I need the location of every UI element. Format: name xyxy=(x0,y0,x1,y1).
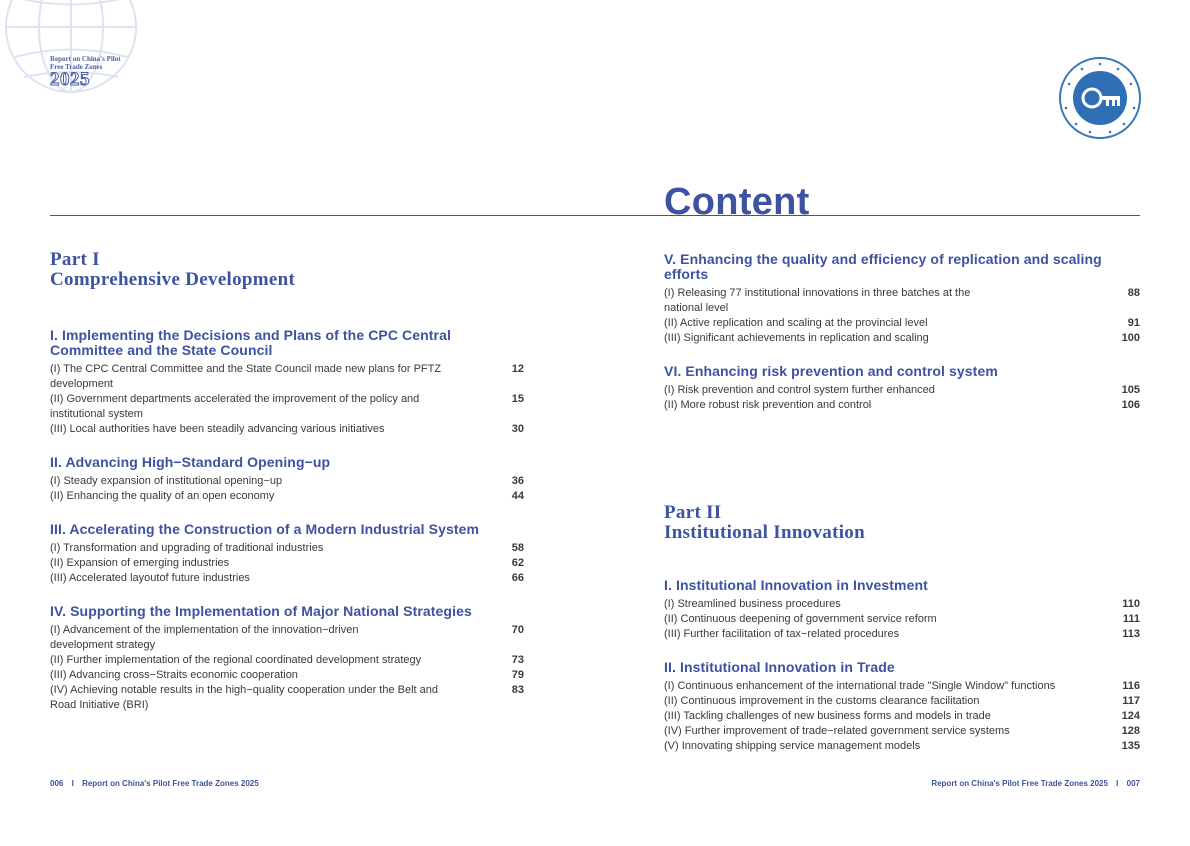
toc-entry[interactable] xyxy=(664,612,1140,627)
entry-page: 124 xyxy=(1121,710,1140,722)
entry-text: (III) Accelerated layoutof future industries xyxy=(50,572,250,584)
right-toc-column xyxy=(664,252,1140,754)
toc-entry[interactable] xyxy=(664,627,1140,642)
toc-entry[interactable] xyxy=(664,383,1140,398)
entry-text: (III) Significant achievements in replication and scaling xyxy=(664,332,929,344)
entry-page: 117 xyxy=(1122,695,1140,707)
entry-text: (I) Steady expansion of institutional opening−up xyxy=(50,475,283,487)
entry-page: 12 xyxy=(511,363,524,375)
entry-page: 58 xyxy=(511,542,524,554)
section-title: IV. Supporting the Implementation of Major National Strategies xyxy=(50,603,472,619)
entry-text: (II) Government departments accelerated the improvement of the policy and institutional system xyxy=(50,393,420,420)
left-toc-column xyxy=(50,250,524,713)
toc-entry[interactable] xyxy=(664,709,1140,724)
entry-page: 91 xyxy=(1127,317,1140,329)
brand-line2: Free Trade Zones xyxy=(50,63,103,71)
part-title: Institutional Innovation xyxy=(664,522,865,543)
toc-entry[interactable] xyxy=(50,489,524,504)
section-title: III. Accelerating the Construction of a Modern Industrial System xyxy=(50,521,480,537)
toc-section xyxy=(50,604,524,713)
entry-text: (II) Expansion of emerging industries xyxy=(50,557,230,569)
toc-entry[interactable] xyxy=(50,362,524,392)
section-title: VI. Enhancing risk prevention and control system xyxy=(664,363,998,379)
entry-page: 128 xyxy=(1121,725,1140,737)
china-think-tanks-seal-icon xyxy=(1058,56,1142,140)
toc-entry[interactable] xyxy=(50,392,524,422)
entry-text: (V) Innovating shipping service management models xyxy=(664,740,921,752)
toc-entry[interactable] xyxy=(50,571,524,586)
footer-separator: I xyxy=(71,779,74,788)
entry-page: 100 xyxy=(1121,332,1140,344)
entry-text: (II) Active replication and scaling at the provincial level xyxy=(664,317,928,329)
toc-entry[interactable] xyxy=(50,668,524,683)
toc-entry[interactable] xyxy=(664,739,1140,754)
toc-entry[interactable] xyxy=(664,694,1140,709)
section-title: V. Enhancing the quality and efficiency of replication and scaling efforts xyxy=(664,251,1102,282)
toc-entry[interactable] xyxy=(664,679,1140,694)
toc-entry[interactable] xyxy=(664,286,1140,316)
entry-text: (I) Continuous enhancement of the international trade "Single Window" functions xyxy=(664,680,1056,692)
toc-entry[interactable] xyxy=(664,724,1140,739)
page-number-right: 007 xyxy=(1126,779,1140,788)
toc-section xyxy=(664,364,1140,413)
toc-entry[interactable] xyxy=(50,541,524,556)
entry-text: (I) Transformation and upgrading of traditional industries xyxy=(50,542,324,554)
entry-page: 106 xyxy=(1121,399,1140,411)
toc-entry[interactable] xyxy=(50,556,524,571)
toc-entry[interactable] xyxy=(664,316,1140,331)
entry-text: (II) Enhancing the quality of an open economy xyxy=(50,490,275,502)
entry-page: 105 xyxy=(1121,384,1140,396)
toc-section xyxy=(664,578,1140,642)
toc-entry[interactable] xyxy=(50,474,524,489)
entry-page: 30 xyxy=(511,423,524,435)
entry-page: 79 xyxy=(511,669,524,681)
toc-entry[interactable] xyxy=(664,331,1140,346)
toc-entry[interactable] xyxy=(664,597,1140,612)
toc-section xyxy=(664,252,1140,346)
brand-year: 2025 xyxy=(50,69,90,90)
entry-page: 135 xyxy=(1121,740,1140,752)
footer-report-name: Report on China's Pilot Free Trade Zones 2025 xyxy=(82,779,259,788)
entry-text: (IV) Further improvement of trade−related government service systems xyxy=(664,725,1010,737)
entry-text: (III) Advancing cross−Straits economic cooperation xyxy=(50,669,298,681)
entry-text: (I) Risk prevention and control system further enhanced xyxy=(664,384,935,396)
toc-entry[interactable] xyxy=(50,623,524,653)
entry-page: 88 xyxy=(1127,287,1140,299)
toc-entry[interactable] xyxy=(50,683,524,713)
toc-entry[interactable] xyxy=(664,398,1140,413)
title-divider xyxy=(50,215,1140,216)
entry-page: 15 xyxy=(511,393,524,405)
entry-page: 36 xyxy=(511,475,524,487)
part-title: Comprehensive Development xyxy=(50,269,296,290)
entry-page: 62 xyxy=(511,557,524,569)
section-title: II. Advancing High−Standard Opening−up xyxy=(50,454,331,470)
entry-text: (IV) Achieving notable results in the high−quality cooperation under the Belt and Road Initiative (BRI) xyxy=(50,684,439,711)
footer-left xyxy=(50,779,259,788)
entry-text: (II) Continuous improvement in the customs clearance facilitation xyxy=(664,695,980,707)
entry-page: 44 xyxy=(511,490,524,502)
entry-text: (II) Continuous deepening of government service reform xyxy=(664,613,937,625)
page-number-left: 006 xyxy=(50,779,64,788)
entry-page: 70 xyxy=(511,624,524,636)
entry-page: 116 xyxy=(1122,680,1140,692)
part-heading xyxy=(664,503,1140,543)
section-title: I. Implementing the Decisions and Plans of the CPC Central Committee and the State Council xyxy=(50,327,451,358)
section-title: II. Institutional Innovation in Trade xyxy=(664,659,895,675)
entry-text: (I) The CPC Central Committee and the State Council made new plans for PFTZ development xyxy=(50,363,442,390)
entry-text: (I) Releasing 77 institutional innovations in three batches at the national level xyxy=(664,287,971,314)
footer-separator: I xyxy=(1116,779,1119,788)
toc-section xyxy=(664,660,1140,754)
part-label: Part I xyxy=(50,249,100,270)
entry-text: (III) Tackling challenges of new business forms and models in trade xyxy=(664,710,991,722)
toc-section xyxy=(50,522,524,586)
entry-text: (I) Streamlined business procedures xyxy=(664,598,841,610)
toc-section xyxy=(50,455,524,504)
page-title: Content xyxy=(664,181,810,223)
entry-text: (I) Advancement of the implementation of the innovation−driven development strategy xyxy=(50,624,359,651)
toc-section xyxy=(50,328,524,437)
entry-page: 113 xyxy=(1122,628,1140,640)
footer-right xyxy=(931,779,1140,788)
section-title: I. Institutional Innovation in Investment xyxy=(664,577,928,593)
entry-page: 110 xyxy=(1122,598,1140,610)
entry-page: 111 xyxy=(1122,613,1140,625)
entry-page: 83 xyxy=(511,684,524,696)
entry-text: (III) Further facilitation of tax−related procedures xyxy=(664,628,900,640)
entry-page: 73 xyxy=(511,654,524,666)
part-label: Part II xyxy=(664,502,722,523)
entry-page: 66 xyxy=(511,572,524,584)
entry-text: (II) Further implementation of the regional coordinated development strategy xyxy=(50,654,422,666)
footer-report-name: Report on China's Pilot Free Trade Zones 2025 xyxy=(931,779,1108,788)
brand-line1: Report on China's Pilot xyxy=(50,55,121,63)
toc-entry[interactable] xyxy=(50,422,524,437)
toc-entry[interactable] xyxy=(50,653,524,668)
entry-text: (II) More robust risk prevention and control xyxy=(664,399,872,411)
entry-text: (III) Local authorities have been steadily advancing various initiatives xyxy=(50,423,385,435)
report-brand xyxy=(50,55,121,89)
